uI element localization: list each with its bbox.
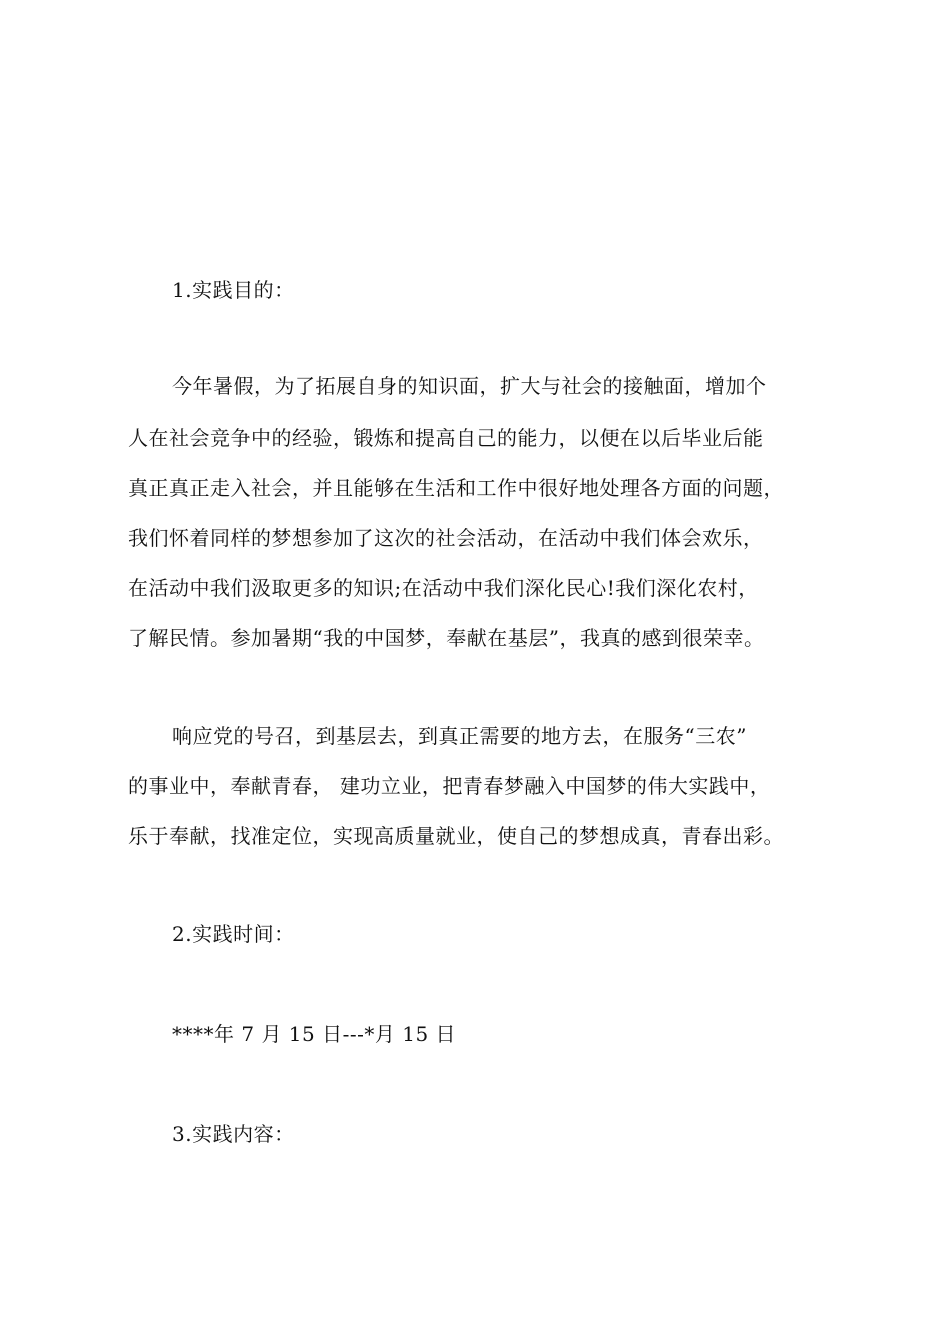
paragraph-line: 我们怀着同样的梦想参加了这次的社会活动，在活动中我们体会欢乐，	[128, 526, 764, 550]
paragraph-line: 乐于奉献，找准定位，实现高质量就业，使自己的梦想成真，青春出彩。	[128, 824, 784, 848]
paragraph-line: 响应党的号召，到基层去，到真正需要的地方去，在服务“三农”	[172, 724, 747, 748]
section-heading-time: 2.实践时间：	[172, 922, 295, 946]
paragraph-line: 在活动中我们汲取更多的知识;在活动中我们深化民心!我们深化农村，	[128, 576, 759, 600]
paragraph-line: 的事业中，奉献青春， 建功立业，把青春梦融入中国梦的伟大实践中，	[128, 774, 771, 798]
paragraph-line: 真正真正走入社会，并且能够在生活和工作中很好地处理各方面的问题，	[128, 476, 784, 500]
paragraph-line: 了解民情。参加暑期“我的中国梦，奉献在基层”，我真的感到很荣幸。	[128, 626, 765, 650]
paragraph-line: 今年暑假，为了拓展自身的知识面，扩大与社会的接触面，增加个	[172, 374, 767, 398]
paragraph-line: 人在社会竞争中的经验，锻炼和提高自己的能力，以便在以后毕业后能	[128, 426, 764, 450]
practice-time-value: ****年 7 月 15 日---*月 15 日	[172, 1022, 457, 1046]
section-heading-purpose: 1.实践目的：	[172, 278, 295, 302]
section-heading-content: 3.实践内容：	[172, 1122, 295, 1146]
